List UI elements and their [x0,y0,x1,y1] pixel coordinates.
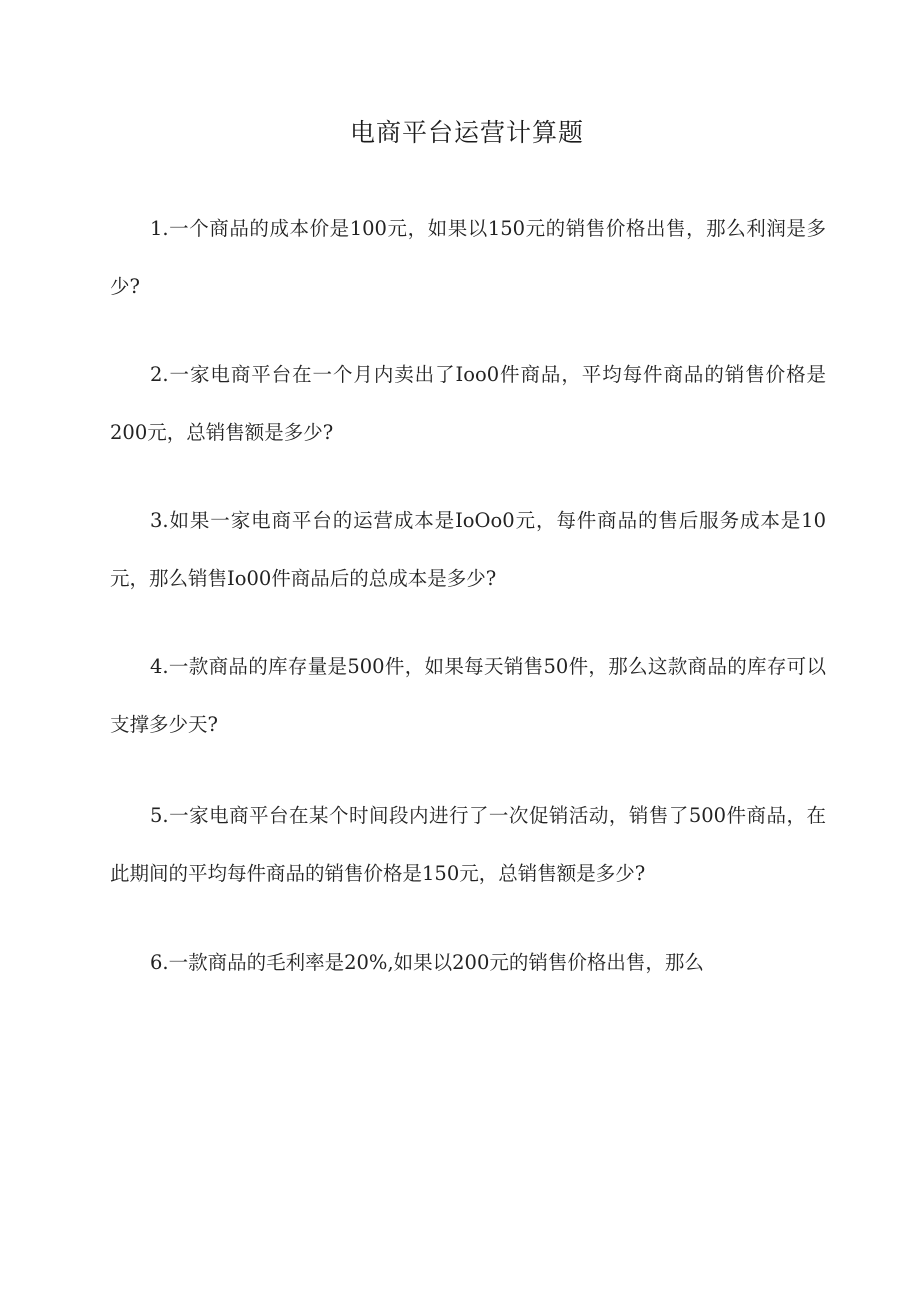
question-1: 1.一个商品的成本价是100元，如果以150元的销售价格出售，那么利润是多少? [110,217,826,298]
question-6: 6.一款商品的毛利率是20%,如果以200元的销售价格出售，那么 [150,951,704,974]
question-5: 5.一家电商平台在某个时间段内进行了一次促销活动，销售了500件商品，在此期间的平均每件商品的销售价格是150元，总销售额是多少? [110,804,826,885]
document-title: 电商平台运营计算题 [349,118,584,147]
question-3: 3.如果一家电商平台的运营成本是IoOo0元，每件商品的售后服务成本是10元，那么销售Io00件商品后的总成本是多少? [110,509,826,590]
question-2: 2.一家电商平台在一个月内卖出了Ioo0件商品，平均每件商品的销售价格是200元，总销售额是多少? [110,363,826,444]
question-4: 4.一款商品的库存量是500件，如果每天销售50件，那么这款商品的库存可以支撑多少天? [110,655,826,736]
